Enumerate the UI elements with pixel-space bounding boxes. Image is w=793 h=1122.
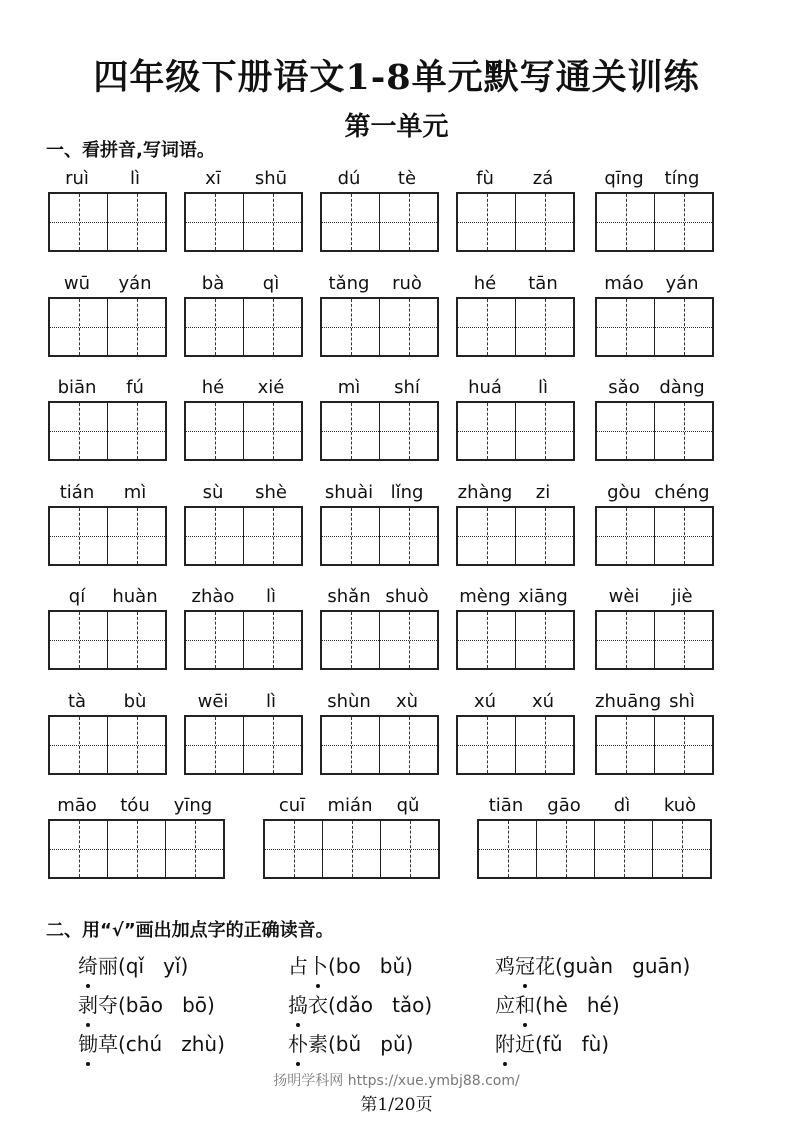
writing-cell[interactable] xyxy=(244,194,301,250)
writing-cell[interactable] xyxy=(597,299,655,355)
pinyin: tà xyxy=(67,690,87,712)
writing-cell[interactable] xyxy=(50,508,108,564)
pinyin: mì xyxy=(337,377,361,398)
pinyin: huá xyxy=(468,377,502,398)
pronunciation-item[interactable] xyxy=(495,989,620,1018)
pinyin-row xyxy=(595,689,714,715)
pinyin: lì xyxy=(265,690,276,712)
pinyin: lì xyxy=(537,377,548,398)
pinyin: biān xyxy=(57,377,97,398)
writing-cell[interactable] xyxy=(50,612,108,668)
writing-cell[interactable] xyxy=(244,403,301,459)
pinyin: xiāng xyxy=(518,586,568,607)
pinyin-row xyxy=(184,480,303,506)
word-group xyxy=(320,480,439,566)
character: 占 xyxy=(288,954,308,978)
page-title: 四年级下册语文1-8单元默写通关训练 xyxy=(93,57,700,98)
pinyin: shuò xyxy=(385,586,429,607)
pinyin: tóu xyxy=(120,795,150,816)
pinyin-row xyxy=(184,584,303,610)
word-group xyxy=(48,480,167,566)
writing-cell[interactable] xyxy=(244,612,301,668)
pinyin-row xyxy=(595,271,714,297)
pinyin: wēi xyxy=(197,690,229,712)
writing-cell[interactable] xyxy=(458,612,516,668)
writing-cell[interactable] xyxy=(537,821,595,877)
page-number: 第1/20页 xyxy=(360,1095,433,1115)
writing-cell[interactable] xyxy=(655,612,712,668)
writing-cell[interactable] xyxy=(653,821,710,877)
pinyin: xù xyxy=(395,690,419,712)
pinyin-options[interactable]: (dǎo tǎo) xyxy=(328,993,433,1017)
pronunciation-item[interactable] xyxy=(78,989,215,1018)
character: 鸡 xyxy=(495,954,515,978)
pronunciation-item[interactable] xyxy=(288,989,432,1018)
writing-cell[interactable] xyxy=(655,299,712,355)
word-group xyxy=(48,166,167,252)
writing-cell[interactable] xyxy=(458,403,516,459)
writing-cells xyxy=(456,192,575,252)
pronunciation-item[interactable] xyxy=(495,950,690,979)
writing-cell[interactable] xyxy=(186,299,244,355)
word-group xyxy=(456,271,575,357)
writing-cell[interactable] xyxy=(597,194,655,250)
dotted-character: 剥 xyxy=(78,989,98,1018)
pinyin: máo xyxy=(604,272,644,294)
pinyin: xú xyxy=(473,690,497,712)
writing-cells xyxy=(456,297,575,357)
dotted-character: 卜 xyxy=(308,950,328,979)
dotted-character: 朴 xyxy=(288,1028,308,1057)
word-group xyxy=(184,375,303,461)
writing-cell[interactable] xyxy=(597,612,655,668)
pinyin: hé xyxy=(473,272,497,294)
footer-site: 扬明学科网 https://xue.ymbj88.com/ xyxy=(273,1073,520,1089)
pinyin: shí xyxy=(394,377,420,398)
word-group xyxy=(320,584,439,670)
pinyin: yán xyxy=(118,272,152,294)
pinyin-row xyxy=(477,793,712,819)
word-group xyxy=(184,584,303,670)
word-group xyxy=(456,689,575,775)
word-group xyxy=(48,584,167,670)
pinyin: shì xyxy=(669,690,695,712)
writing-cell[interactable] xyxy=(380,717,437,773)
pinyin: gòu xyxy=(607,481,641,503)
writing-cells xyxy=(184,401,303,461)
pinyin-row xyxy=(320,584,439,610)
pinyin: zhào xyxy=(191,586,235,607)
writing-cells xyxy=(48,192,167,252)
writing-cell[interactable] xyxy=(380,299,437,355)
pinyin: fú xyxy=(126,377,144,398)
word-group xyxy=(595,166,714,252)
writing-cells xyxy=(184,715,303,775)
pinyin-row xyxy=(595,375,714,401)
pinyin-options[interactable]: (bǔ pǔ) xyxy=(328,1032,414,1056)
pinyin: tíng xyxy=(664,168,700,189)
writing-cell[interactable] xyxy=(655,508,712,564)
writing-cell[interactable] xyxy=(655,403,712,459)
writing-cell[interactable] xyxy=(166,821,223,877)
writing-cell[interactable] xyxy=(108,508,165,564)
word-group xyxy=(456,480,575,566)
character: 衣 xyxy=(308,993,328,1017)
word-group xyxy=(48,689,167,775)
writing-cell[interactable] xyxy=(244,299,301,355)
writing-cell[interactable] xyxy=(516,299,573,355)
pinyin-options[interactable]: (bo bǔ) xyxy=(328,954,413,978)
pinyin: zhuāng xyxy=(595,690,662,712)
pinyin: zá xyxy=(532,168,554,189)
writing-cell[interactable] xyxy=(381,821,438,877)
pinyin: tián xyxy=(59,481,95,503)
writing-cell[interactable] xyxy=(322,194,380,250)
pinyin-row xyxy=(595,584,714,610)
pinyin: dì xyxy=(613,795,631,816)
pinyin: zi xyxy=(535,481,551,503)
section2-heading: 二、用“√”画出加点字的正确读音。 xyxy=(46,920,334,941)
pronunciation-item[interactable] xyxy=(288,1028,413,1057)
word-group xyxy=(184,271,303,357)
pinyin: fù xyxy=(476,168,494,189)
writing-cell[interactable] xyxy=(380,403,437,459)
pinyin-row xyxy=(48,480,167,506)
writing-cell[interactable] xyxy=(479,821,537,877)
pinyin-row xyxy=(456,375,575,401)
pinyin-row xyxy=(595,166,714,192)
character: 素 xyxy=(308,1032,328,1056)
writing-cell[interactable] xyxy=(50,299,108,355)
word-group xyxy=(456,166,575,252)
writing-cells xyxy=(48,401,167,461)
writing-cells xyxy=(456,401,575,461)
word-group xyxy=(456,584,575,670)
word-group xyxy=(595,689,714,775)
writing-cell[interactable] xyxy=(458,717,516,773)
pinyin: tiān xyxy=(488,795,524,816)
pinyin: qīng xyxy=(604,168,644,189)
pinyin-row xyxy=(595,480,714,506)
writing-cell[interactable] xyxy=(108,717,165,773)
dotted-character: 绮 xyxy=(78,950,98,979)
writing-cells xyxy=(48,506,167,566)
writing-cells xyxy=(320,715,439,775)
writing-cells xyxy=(595,506,714,566)
pinyin: lì xyxy=(265,586,276,607)
word-group xyxy=(320,375,439,461)
pinyin: mèng xyxy=(459,586,511,607)
pinyin: lǐng xyxy=(390,481,424,503)
pinyin-row xyxy=(456,480,575,506)
writing-cell[interactable] xyxy=(186,194,244,250)
character: 丽 xyxy=(98,954,118,978)
dotted-character: 附 xyxy=(495,1028,515,1057)
pinyin: tè xyxy=(397,168,417,189)
pinyin: ruò xyxy=(392,272,422,294)
pinyin-options[interactable]: (chú zhù) xyxy=(118,1032,225,1056)
pinyin-row xyxy=(184,166,303,192)
pinyin: zhàng xyxy=(457,481,513,503)
writing-cells xyxy=(48,819,225,879)
section1-heading: 一、看拼音,写词语。 xyxy=(46,140,215,161)
pinyin-options[interactable]: (qǐ yǐ) xyxy=(118,954,189,978)
writing-cell[interactable] xyxy=(458,508,516,564)
pinyin: shū xyxy=(254,168,288,189)
pinyin: wèi xyxy=(608,586,640,607)
writing-cell[interactable] xyxy=(380,194,437,250)
word-group xyxy=(48,375,167,461)
pinyin: shè xyxy=(255,481,287,503)
pinyin: jiè xyxy=(671,586,693,607)
writing-cell[interactable] xyxy=(516,717,573,773)
pinyin-row xyxy=(48,166,167,192)
character: 草 xyxy=(98,1032,118,1056)
writing-cell[interactable] xyxy=(244,717,301,773)
pinyin-row xyxy=(320,689,439,715)
word-group xyxy=(595,375,714,461)
pinyin-row xyxy=(320,166,439,192)
writing-cell[interactable] xyxy=(322,508,380,564)
word-group xyxy=(320,166,439,252)
writing-cells xyxy=(48,715,167,775)
pinyin: gāo xyxy=(547,795,581,816)
pinyin-row xyxy=(263,793,440,819)
writing-cells xyxy=(456,715,575,775)
pinyin: qǔ xyxy=(396,795,420,816)
writing-cells xyxy=(595,610,714,670)
character: 花 xyxy=(535,954,555,978)
word-group xyxy=(320,689,439,775)
writing-cell[interactable] xyxy=(108,194,165,250)
pinyin-row xyxy=(456,271,575,297)
pinyin: wū xyxy=(63,272,91,294)
writing-cell[interactable] xyxy=(595,821,653,877)
writing-cells xyxy=(320,506,439,566)
pinyin: huàn xyxy=(112,586,158,607)
word-group xyxy=(184,480,303,566)
pinyin-options[interactable]: (bāo bō) xyxy=(118,993,215,1017)
writing-cells xyxy=(263,819,440,879)
pinyin-row xyxy=(184,689,303,715)
writing-cells xyxy=(595,715,714,775)
pinyin: shuài xyxy=(324,481,374,503)
writing-cell[interactable] xyxy=(322,612,380,668)
pinyin-options[interactable]: (guàn guān) xyxy=(555,954,691,978)
writing-cells xyxy=(320,192,439,252)
writing-cells xyxy=(456,506,575,566)
word-group xyxy=(595,271,714,357)
pinyin-row xyxy=(320,375,439,401)
pinyin: cuī xyxy=(278,795,306,816)
unit-title: 第一单元 xyxy=(344,112,449,142)
pinyin: sù xyxy=(202,481,224,503)
writing-cell[interactable] xyxy=(516,508,573,564)
pronunciation-item[interactable] xyxy=(288,950,413,979)
pinyin: qì xyxy=(262,272,280,294)
pinyin-row xyxy=(456,689,575,715)
word-group xyxy=(595,584,714,670)
pronunciation-item[interactable] xyxy=(78,1028,225,1057)
word-group xyxy=(320,271,439,357)
writing-cells xyxy=(595,192,714,252)
writing-cells xyxy=(595,401,714,461)
word-group xyxy=(48,271,167,357)
writing-cell[interactable] xyxy=(108,299,165,355)
pinyin-options[interactable]: (fǔ fù) xyxy=(535,1032,610,1056)
writing-cells xyxy=(184,506,303,566)
writing-cell[interactable] xyxy=(186,612,244,668)
word-group xyxy=(456,375,575,461)
pinyin: shùn xyxy=(327,690,371,712)
writing-cells xyxy=(477,819,712,879)
writing-cells xyxy=(456,610,575,670)
pinyin-row xyxy=(320,271,439,297)
dotted-character: 捣 xyxy=(288,989,308,1018)
word-group xyxy=(184,689,303,775)
pinyin-row xyxy=(48,793,225,819)
character: 应 xyxy=(495,993,515,1017)
writing-cell[interactable] xyxy=(50,194,108,250)
pinyin-row xyxy=(456,166,575,192)
pinyin: dàng xyxy=(659,377,705,398)
writing-cell[interactable] xyxy=(108,403,165,459)
pinyin-row xyxy=(456,584,575,610)
writing-cells xyxy=(184,297,303,357)
pinyin: sǎo xyxy=(608,377,640,398)
writing-cell[interactable] xyxy=(50,717,108,773)
pinyin: tǎng xyxy=(328,272,370,294)
pinyin-row xyxy=(184,375,303,401)
pinyin: yīng xyxy=(173,795,213,816)
pinyin: shǎn xyxy=(327,586,371,607)
writing-cells xyxy=(320,610,439,670)
writing-cells xyxy=(595,297,714,357)
writing-cell[interactable] xyxy=(108,821,166,877)
pronunciation-item[interactable] xyxy=(78,950,188,979)
writing-cell[interactable] xyxy=(458,299,516,355)
pinyin-row xyxy=(48,584,167,610)
writing-cells xyxy=(184,192,303,252)
pinyin: mì xyxy=(123,481,147,503)
word-group xyxy=(263,793,440,879)
writing-cell[interactable] xyxy=(655,717,712,773)
pinyin: ruì xyxy=(65,168,89,189)
pinyin: chéng xyxy=(654,481,710,503)
writing-cell[interactable] xyxy=(655,194,712,250)
writing-cell[interactable] xyxy=(186,717,244,773)
writing-cell[interactable] xyxy=(322,403,380,459)
writing-cells xyxy=(48,297,167,357)
writing-cell[interactable] xyxy=(516,612,573,668)
pinyin: bà xyxy=(201,272,225,294)
writing-cell[interactable] xyxy=(186,508,244,564)
character: 夺 xyxy=(98,993,118,1017)
writing-cells xyxy=(184,610,303,670)
word-group xyxy=(184,166,303,252)
writing-cell[interactable] xyxy=(597,403,655,459)
pinyin-options[interactable]: (hè hé) xyxy=(535,993,620,1017)
writing-cell[interactable] xyxy=(516,403,573,459)
pinyin: xié xyxy=(257,377,285,398)
writing-cell[interactable] xyxy=(597,717,655,773)
writing-cells xyxy=(320,297,439,357)
writing-cell[interactable] xyxy=(597,508,655,564)
writing-cells xyxy=(48,610,167,670)
pinyin: māo xyxy=(57,795,97,816)
pinyin: xī xyxy=(205,168,221,189)
word-group xyxy=(595,480,714,566)
pinyin: hé xyxy=(201,377,225,398)
pinyin: kuò xyxy=(663,795,697,816)
pinyin-row xyxy=(48,375,167,401)
pinyin: xú xyxy=(531,690,555,712)
pinyin: dú xyxy=(337,168,361,189)
writing-cell[interactable] xyxy=(244,508,301,564)
word-group xyxy=(477,793,712,879)
writing-cell[interactable] xyxy=(50,403,108,459)
dotted-character: 和 xyxy=(515,989,535,1018)
writing-cell[interactable] xyxy=(458,194,516,250)
writing-cell[interactable] xyxy=(323,821,381,877)
dotted-character: 冠 xyxy=(515,950,535,979)
pinyin: mián xyxy=(327,795,373,816)
pinyin-row xyxy=(320,480,439,506)
pinyin: bù xyxy=(123,690,147,712)
pinyin-row xyxy=(184,271,303,297)
pronunciation-item[interactable] xyxy=(495,1028,609,1057)
writing-cell[interactable] xyxy=(322,717,380,773)
pinyin: tān xyxy=(528,272,558,294)
pinyin: lì xyxy=(129,168,140,189)
pinyin-row xyxy=(48,271,167,297)
dotted-character: 锄 xyxy=(78,1028,98,1057)
writing-cell[interactable] xyxy=(380,508,437,564)
writing-cell[interactable] xyxy=(516,194,573,250)
pinyin: qí xyxy=(68,586,86,607)
writing-cell[interactable] xyxy=(322,299,380,355)
writing-cell[interactable] xyxy=(265,821,323,877)
pinyin: yán xyxy=(665,272,699,294)
writing-cells xyxy=(320,401,439,461)
writing-cell[interactable] xyxy=(108,612,165,668)
writing-cell[interactable] xyxy=(50,821,108,877)
character: 近 xyxy=(515,1032,535,1056)
word-group xyxy=(48,793,225,879)
pinyin-row xyxy=(48,689,167,715)
writing-cell[interactable] xyxy=(380,612,437,668)
writing-cell[interactable] xyxy=(186,403,244,459)
